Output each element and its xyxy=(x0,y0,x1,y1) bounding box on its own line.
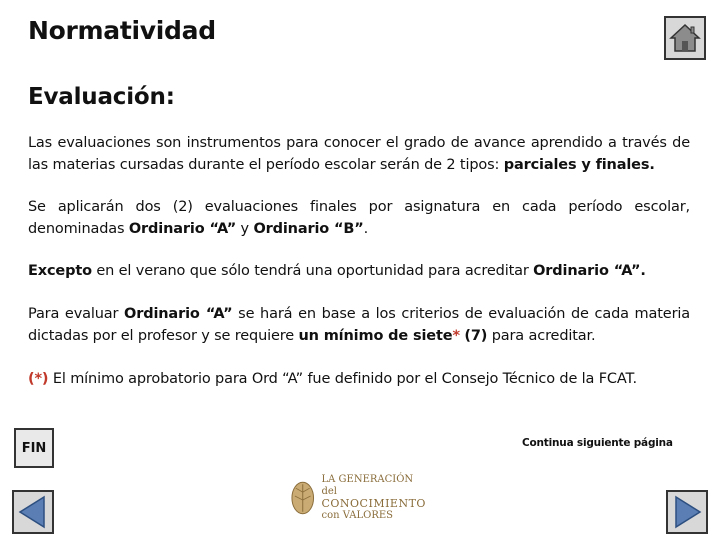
home-button[interactable] xyxy=(664,16,706,60)
paragraph-exception: Excepto en el verano que sólo tendrá una oportunidad para acreditar Ordinario “A”. xyxy=(28,263,646,279)
paragraph-types: Las evaluaciones son instrumentos para conocer el grado de avance aprendido a través de las materias cursadas durante el período escolar serán de 2 tipos: parciales y finales. xyxy=(28,135,690,173)
arrow-left-icon xyxy=(16,494,50,530)
paragraph-criteria: Para evaluar Ordinario “A” se hará en base a los criterios de evaluación de cada materia dictadas por el profesor y se requiere un mínimo de siete* (7) para acreditar. xyxy=(28,306,690,344)
logo xyxy=(288,476,430,520)
next-button[interactable] xyxy=(666,490,708,534)
arrow-right-icon xyxy=(670,494,704,530)
leaf-emblem-icon xyxy=(288,478,317,518)
previous-button[interactable] xyxy=(12,490,54,534)
footnote: (*) El mínimo aprobatorio para Ord “A” fue definido por el Consejo Técnico de la FCAT. xyxy=(28,371,637,387)
continue-note: Continua siguiente página xyxy=(522,437,673,449)
logo-wordmark: LA GENERACIÓN del CONOCIMIENTO con VALORES xyxy=(321,474,426,521)
section-heading: Evaluación: xyxy=(28,84,175,110)
home-icon xyxy=(668,21,702,55)
page-title: Normatividad xyxy=(28,16,216,45)
fin-button[interactable]: FIN xyxy=(14,428,54,468)
paragraph-finals: Se aplicarán dos (2) evaluaciones finales por asignatura en cada período escolar, denominadas Ordinario “A” y Ordinario “B”. xyxy=(28,199,690,237)
